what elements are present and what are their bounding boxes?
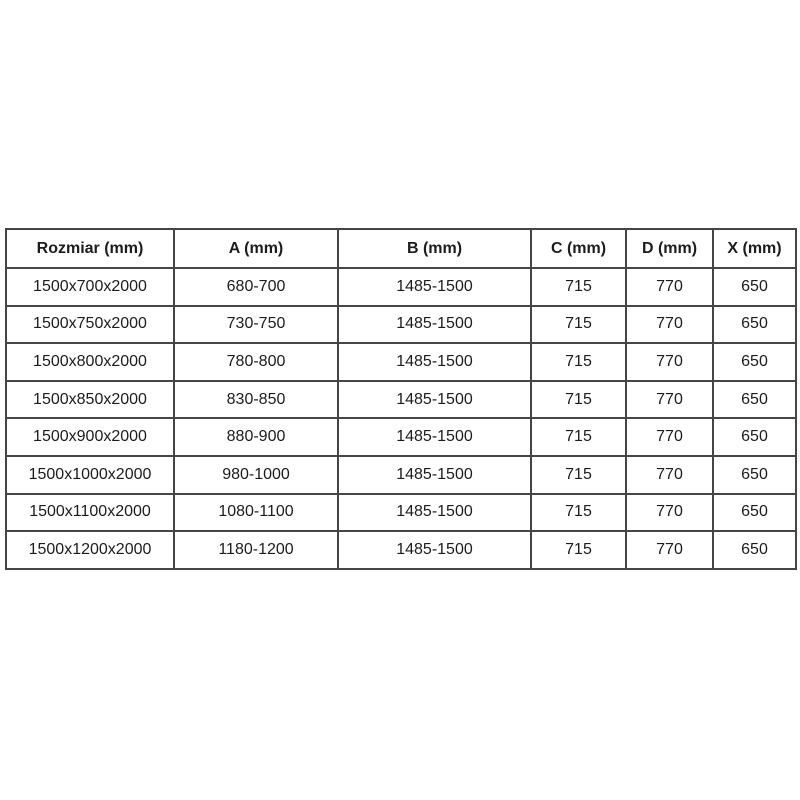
table-cell: 770	[626, 268, 713, 306]
table-cell: 1485-1500	[338, 418, 531, 456]
table-cell: 880-900	[174, 418, 338, 456]
table-cell: 1500x850x2000	[6, 381, 174, 419]
column-header: X (mm)	[713, 229, 796, 268]
column-header: B (mm)	[338, 229, 531, 268]
table-body	[6, 268, 796, 569]
table-cell: 1500x700x2000	[6, 268, 174, 306]
table-cell: 715	[531, 268, 626, 306]
table-cell: 770	[626, 456, 713, 494]
table-cell: 770	[626, 343, 713, 381]
table-cell: 780-800	[174, 343, 338, 381]
table-cell: 715	[531, 494, 626, 532]
table-cell: 1500x800x2000	[6, 343, 174, 381]
table-cell: 1485-1500	[338, 343, 531, 381]
table-cell: 650	[713, 494, 796, 532]
table-cell: 715	[531, 381, 626, 419]
table-cell: 650	[713, 418, 796, 456]
column-header: C (mm)	[531, 229, 626, 268]
table-cell: 715	[531, 531, 626, 569]
table-header-row	[6, 229, 796, 268]
table-cell: 1500x1000x2000	[6, 456, 174, 494]
table-cell: 715	[531, 456, 626, 494]
table-cell: 650	[713, 268, 796, 306]
table-cell: 1500x1100x2000	[6, 494, 174, 532]
dimensions-table	[5, 228, 797, 570]
table-cell: 1180-1200	[174, 531, 338, 569]
table-cell: 1500x750x2000	[6, 306, 174, 344]
table-cell: 715	[531, 418, 626, 456]
table-row	[6, 343, 796, 381]
table-cell: 1485-1500	[338, 456, 531, 494]
table-cell: 650	[713, 456, 796, 494]
table-row	[6, 306, 796, 344]
table-cell: 680-700	[174, 268, 338, 306]
table-header	[6, 229, 796, 268]
column-header: Rozmiar (mm)	[6, 229, 174, 268]
table-cell: 980-1000	[174, 456, 338, 494]
table-cell: 1485-1500	[338, 381, 531, 419]
table-cell: 650	[713, 306, 796, 344]
table-cell: 770	[626, 381, 713, 419]
table-cell: 650	[713, 343, 796, 381]
table-cell: 715	[531, 343, 626, 381]
table-cell: 650	[713, 381, 796, 419]
table-cell: 1080-1100	[174, 494, 338, 532]
table-cell: 1485-1500	[338, 306, 531, 344]
table-row	[6, 418, 796, 456]
table-cell: 770	[626, 531, 713, 569]
table-cell: 1500x900x2000	[6, 418, 174, 456]
table-cell: 1485-1500	[338, 494, 531, 532]
table-cell: 650	[713, 531, 796, 569]
table-row	[6, 456, 796, 494]
table-cell: 770	[626, 418, 713, 456]
column-header: D (mm)	[626, 229, 713, 268]
table-row	[6, 268, 796, 306]
table-cell: 1500x1200x2000	[6, 531, 174, 569]
table-cell: 1485-1500	[338, 268, 531, 306]
table-row	[6, 494, 796, 532]
table-cell: 770	[626, 306, 713, 344]
table-row	[6, 381, 796, 419]
table-cell: 715	[531, 306, 626, 344]
column-header: A (mm)	[174, 229, 338, 268]
table-cell: 830-850	[174, 381, 338, 419]
table-cell: 770	[626, 494, 713, 532]
table-cell: 730-750	[174, 306, 338, 344]
table-row	[6, 531, 796, 569]
table-cell: 1485-1500	[338, 531, 531, 569]
